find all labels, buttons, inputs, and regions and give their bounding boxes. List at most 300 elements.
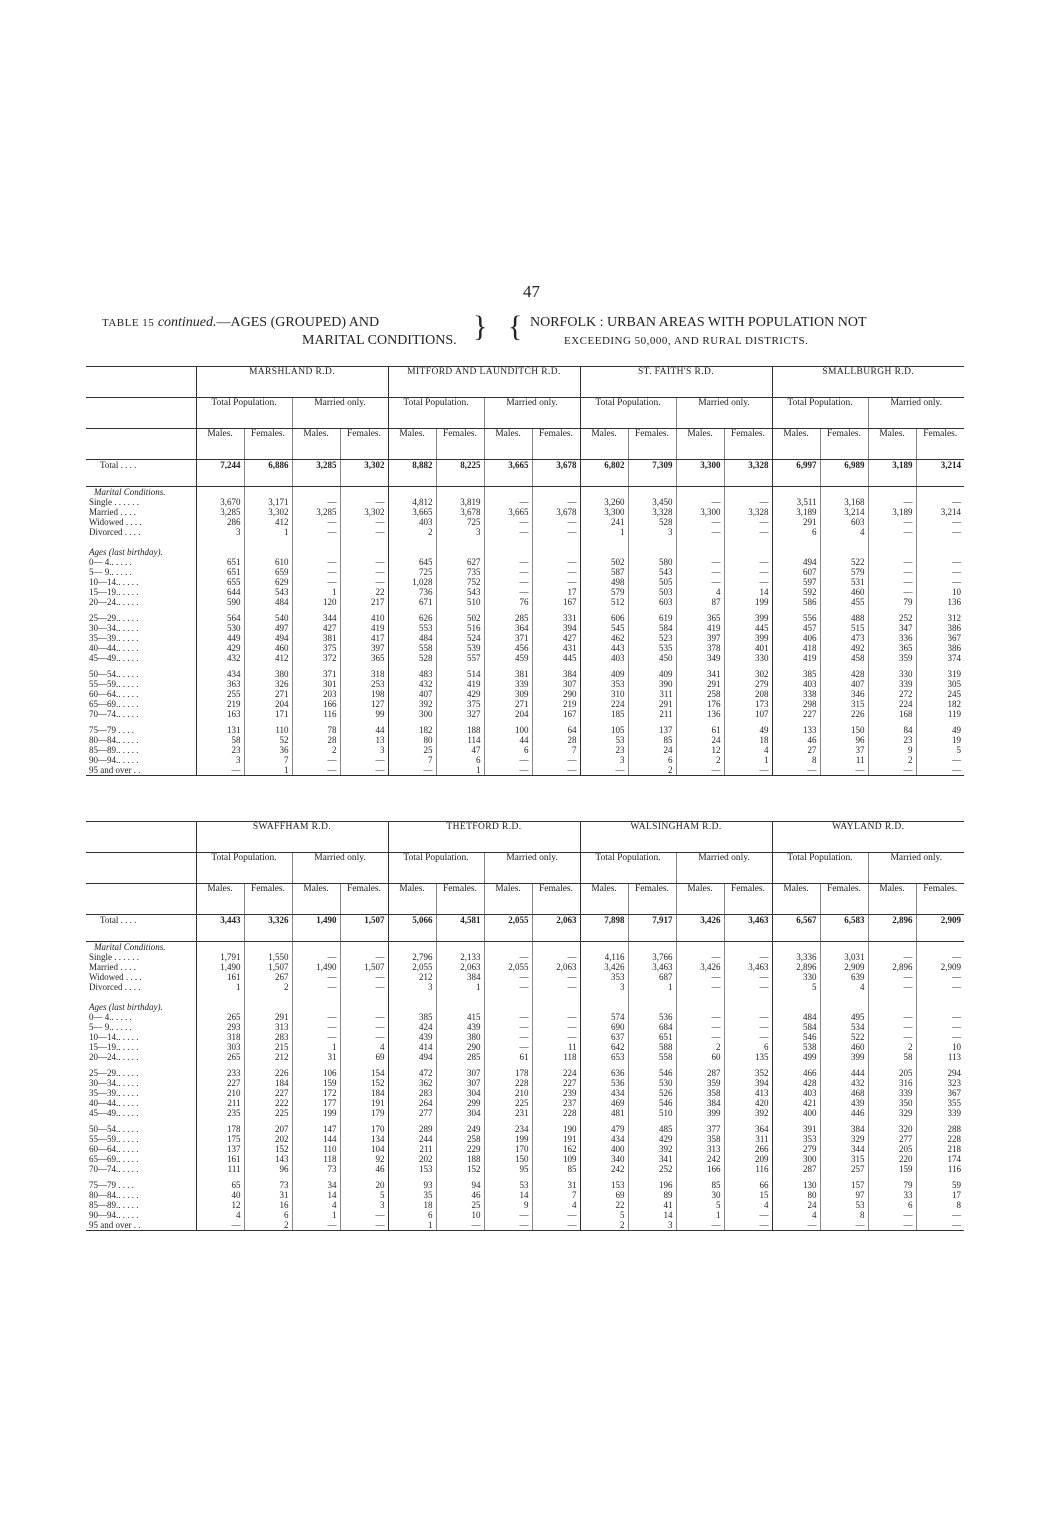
data-cell: — (724, 1220, 772, 1231)
data-cell: — (340, 1220, 388, 1231)
data-cell: 271 (484, 699, 532, 709)
data-cell: 579 (580, 587, 628, 597)
data-cell: 344 (820, 1144, 868, 1154)
data-cell: 3,300 (580, 507, 628, 517)
data-cell: — (532, 972, 580, 982)
data-cell: 191 (340, 1098, 388, 1108)
data-cell: — (292, 982, 340, 992)
data-cell: 449 (196, 633, 244, 643)
females-header: Females. (628, 429, 676, 460)
data-cell: 588 (628, 1042, 676, 1052)
data-cell: 8 (916, 1200, 964, 1210)
table-row (86, 607, 964, 623)
data-cell: 18 (388, 1200, 436, 1210)
data-cell: 152 (340, 1078, 388, 1088)
data-cell: 305 (916, 679, 964, 689)
data-cell: 329 (820, 1134, 868, 1144)
data-cell: 1 (244, 527, 292, 537)
data-cell: — (916, 765, 964, 776)
data-cell: 12 (676, 745, 724, 755)
data-cell: 152 (436, 1164, 484, 1174)
data-cell: 557 (436, 653, 484, 663)
data-cell: — (916, 527, 964, 537)
data-cell: 637 (580, 1032, 628, 1042)
data-cell: 429 (196, 643, 244, 653)
data-cell: 113 (916, 1052, 964, 1062)
data-cell: 298 (772, 699, 820, 709)
left-brace: { (508, 310, 523, 343)
data-cell: — (292, 497, 340, 507)
row-label: 80—84.. . . . . (89, 735, 139, 745)
data-cell: 531 (820, 577, 868, 587)
title-left-line2: MARITAL CONDITIONS. (302, 333, 457, 348)
table-row (86, 1052, 964, 1062)
table-row (86, 1012, 964, 1022)
data-cell: 5 (772, 982, 820, 992)
data-cell: 60 (676, 1052, 724, 1062)
data-cell: — (484, 972, 532, 982)
data-cell: 150 (820, 719, 868, 735)
data-cell: 61 (484, 1052, 532, 1062)
table-row (86, 1190, 964, 1200)
data-cell: 610 (244, 557, 292, 567)
data-cell: 1,791 (196, 952, 244, 962)
data-cell: 8 (820, 1210, 868, 1220)
data-cell: 546 (628, 1062, 676, 1078)
data-cell: — (484, 567, 532, 577)
data-cell: 344 (292, 607, 340, 623)
data-cell: 341 (628, 1154, 676, 1164)
data-cell: 116 (916, 1164, 964, 1174)
data-cell: 399 (820, 1052, 868, 1062)
data-cell: 3 (628, 527, 676, 537)
married-only-header: Married only. (868, 853, 964, 884)
row-label: 15—19.. . . . . (89, 1042, 139, 1052)
data-cell: 215 (244, 1042, 292, 1052)
data-cell: 14 (292, 1190, 340, 1200)
data-cell: 592 (772, 587, 820, 597)
data-cell: 488 (820, 607, 868, 623)
data-cell: 450 (628, 653, 676, 663)
data-cell: 27 (772, 745, 820, 755)
data-cell: 9 (484, 1200, 532, 1210)
data-cell: 427 (292, 623, 340, 633)
data-cell: 65 (196, 1174, 244, 1190)
data-cell: — (340, 517, 388, 527)
data-cell: 118 (532, 1052, 580, 1062)
data-cell: 3 (580, 755, 628, 765)
data-cell: 3,285 (196, 507, 244, 517)
data-cell: 3,285 (292, 460, 340, 487)
data-cell: 291 (244, 1012, 292, 1022)
data-cell: — (676, 577, 724, 587)
data-cell: 12 (196, 1200, 244, 1210)
data-cell: 736 (388, 587, 436, 597)
data-cell: — (724, 952, 772, 962)
data-cell: 96 (820, 735, 868, 745)
data-cell: 528 (628, 517, 676, 527)
data-cell: 24 (628, 745, 676, 755)
data-cell: 283 (388, 1088, 436, 1098)
data-cell: 7 (388, 755, 436, 765)
married-only-header: Married only. (292, 853, 388, 884)
data-cell: 403 (580, 653, 628, 663)
data-cell: 1,550 (244, 952, 292, 962)
table-row (86, 1098, 964, 1108)
data-cell: 316 (868, 1078, 916, 1088)
data-cell: 3,328 (724, 507, 772, 517)
data-cell: — (916, 982, 964, 992)
data-cell: — (868, 567, 916, 577)
row-label: 60—64.. . . . . (89, 689, 139, 699)
data-cell: — (532, 1210, 580, 1220)
data-cell: 304 (436, 1108, 484, 1118)
row-label: 70—74.. . . . . (89, 709, 139, 719)
data-cell: 494 (244, 633, 292, 643)
data-cell: 99 (340, 709, 388, 719)
data-cell: 96 (244, 1164, 292, 1174)
data-cell: 299 (436, 1098, 484, 1108)
data-cell: 371 (484, 633, 532, 643)
males-header: Males. (388, 429, 436, 460)
data-cell: 87 (676, 597, 724, 607)
data-cell: 384 (820, 1118, 868, 1134)
data-cell: 374 (916, 653, 964, 663)
data-cell: 364 (484, 623, 532, 633)
data-cell: — (292, 972, 340, 982)
data-cell: 167 (532, 709, 580, 719)
data-cell: — (292, 1022, 340, 1032)
page-number: 47 (523, 282, 540, 301)
data-cell: 358 (676, 1088, 724, 1098)
data-cell: 4,116 (580, 952, 628, 962)
data-cell: 6 (628, 755, 676, 765)
data-cell: — (292, 1012, 340, 1022)
table-row (86, 689, 964, 699)
data-cell: 419 (772, 653, 820, 663)
data-cell: 587 (580, 567, 628, 577)
data-cell: 687 (628, 972, 676, 982)
data-cell: 80 (772, 1190, 820, 1200)
data-cell: 209 (724, 1154, 772, 1164)
data-cell: — (484, 497, 532, 507)
data-cell: 2 (676, 755, 724, 765)
data-cell: 543 (628, 567, 676, 577)
data-cell: 439 (820, 1098, 868, 1108)
data-cell: 644 (196, 587, 244, 597)
data-cell: 307 (436, 1078, 484, 1088)
data-cell: 1 (388, 1220, 436, 1231)
data-cell: — (916, 517, 964, 527)
row-label: 80—84.. . . . . (89, 1190, 139, 1200)
total-population-header: Total Population. (388, 398, 484, 429)
table-row (86, 517, 964, 527)
data-cell: 3,678 (532, 460, 580, 487)
data-cell: 403 (772, 1088, 820, 1098)
data-cell: 427 (532, 633, 580, 643)
row-label: 60—64.. . . . . (89, 1144, 139, 1154)
data-cell: 311 (628, 689, 676, 699)
data-cell: — (868, 1022, 916, 1032)
data-cell: 3,189 (772, 507, 820, 517)
data-cell: 327 (436, 709, 484, 719)
data-cell: 133 (772, 719, 820, 735)
data-cell: 407 (388, 689, 436, 699)
data-cell: 252 (628, 1164, 676, 1174)
data-cell: 3,285 (292, 507, 340, 517)
data-cell: — (724, 497, 772, 507)
data-cell: 3 (196, 755, 244, 765)
data-cell: 443 (580, 643, 628, 653)
data-cell: 2 (868, 755, 916, 765)
right-brace: } (473, 310, 488, 343)
data-cell: 3,300 (676, 507, 724, 517)
data-cell: 409 (580, 663, 628, 679)
data-cell: 516 (436, 623, 484, 633)
data-cell: — (820, 1220, 868, 1231)
data-cell: 119 (916, 709, 964, 719)
data-cell: 211 (628, 709, 676, 719)
total-population-header: Total Population. (196, 398, 292, 429)
data-cell: 580 (628, 557, 676, 567)
district-header: ST. FAITH'S R.D. (580, 367, 772, 398)
data-cell: 371 (292, 663, 340, 679)
data-cell: 2 (580, 1220, 628, 1231)
data-cell: — (340, 972, 388, 982)
data-cell: 37 (820, 745, 868, 755)
stub-header (86, 822, 196, 853)
data-cell: 386 (916, 643, 964, 653)
data-cell: — (532, 1220, 580, 1231)
row-label: 50—54.. . . . . (89, 669, 139, 679)
data-cell: 294 (916, 1062, 964, 1078)
data-cell: 207 (244, 1118, 292, 1134)
data-cell: 331 (532, 607, 580, 623)
data-cell: — (484, 557, 532, 567)
data-cell: 309 (484, 689, 532, 699)
data-cell: 1 (292, 587, 340, 597)
table-upper (86, 366, 964, 776)
data-cell: — (340, 1032, 388, 1042)
data-cell: 147 (292, 1118, 340, 1134)
data-cell: 307 (532, 679, 580, 689)
row-label: 20—24.. . . . . (89, 597, 139, 607)
table-row (86, 557, 964, 567)
data-cell: 53 (484, 1174, 532, 1190)
data-cell: — (292, 1032, 340, 1042)
data-cell: 166 (676, 1164, 724, 1174)
table-row (86, 982, 964, 992)
males-header: Males. (292, 429, 340, 460)
data-cell: 540 (244, 607, 292, 623)
data-cell: 279 (724, 679, 772, 689)
data-cell: 403 (772, 679, 820, 689)
data-cell: 177 (292, 1098, 340, 1108)
data-cell: 58 (196, 735, 244, 745)
data-cell: 34 (292, 1174, 340, 1190)
data-cell: 22 (340, 587, 388, 597)
data-cell: 462 (580, 633, 628, 643)
data-cell: 584 (628, 623, 676, 633)
data-cell: 69 (340, 1052, 388, 1062)
data-cell: 198 (340, 689, 388, 699)
data-cell: 3,819 (436, 497, 484, 507)
data-cell: 3,426 (676, 915, 724, 942)
total-population-header: Total Population. (580, 853, 676, 884)
data-cell: 224 (532, 1062, 580, 1078)
data-cell: 208 (724, 689, 772, 699)
data-cell: 397 (676, 633, 724, 643)
data-cell: 6,997 (772, 460, 820, 487)
data-cell: 330 (772, 972, 820, 982)
data-cell: 4 (724, 1200, 772, 1210)
data-cell: 116 (292, 709, 340, 719)
table-row (86, 1022, 964, 1032)
data-cell: 3 (628, 1220, 676, 1231)
data-cell: 502 (580, 557, 628, 567)
data-cell: 287 (772, 1164, 820, 1174)
total-label: Total . . . . (86, 460, 196, 487)
data-cell: 228 (916, 1134, 964, 1144)
data-cell: 495 (820, 1012, 868, 1022)
data-cell: 69 (580, 1190, 628, 1200)
data-cell: 199 (724, 597, 772, 607)
total-population-header: Total Population. (772, 398, 868, 429)
data-cell: 13 (340, 735, 388, 745)
data-cell: — (868, 587, 916, 597)
data-cell: 590 (196, 597, 244, 607)
data-cell: 153 (388, 1164, 436, 1174)
data-cell: — (868, 557, 916, 567)
table-row (86, 1144, 964, 1154)
data-cell: 4 (724, 745, 772, 755)
data-cell: — (340, 1210, 388, 1220)
data-cell: 210 (196, 1088, 244, 1098)
data-cell: 484 (388, 633, 436, 643)
data-cell: 651 (628, 1032, 676, 1042)
data-cell: 59 (916, 1174, 964, 1190)
data-cell: 725 (388, 567, 436, 577)
data-cell: 522 (820, 557, 868, 567)
data-cell: 428 (772, 1078, 820, 1088)
data-cell: 415 (436, 1012, 484, 1022)
data-cell: 7,309 (628, 460, 676, 487)
data-cell: 444 (820, 1062, 868, 1078)
data-cell: 222 (244, 1098, 292, 1108)
data-cell: 378 (676, 643, 724, 653)
data-cell: 385 (388, 1012, 436, 1022)
data-cell: — (532, 755, 580, 765)
data-cell: 653 (580, 1052, 628, 1062)
females-header: Females. (340, 429, 388, 460)
district-header: WAYLAND R.D. (772, 822, 964, 853)
data-cell: 153 (580, 1174, 628, 1190)
data-cell: 114 (436, 735, 484, 745)
data-cell: 359 (676, 1078, 724, 1088)
data-cell: 182 (916, 699, 964, 709)
data-cell: 339 (916, 1108, 964, 1118)
data-cell: 4,812 (388, 497, 436, 507)
data-cell: 311 (724, 1134, 772, 1144)
data-cell: 524 (436, 633, 484, 643)
data-cell: 46 (436, 1190, 484, 1200)
data-cell: — (292, 527, 340, 537)
table-row (86, 952, 964, 962)
data-cell: 381 (484, 663, 532, 679)
data-cell: 64 (532, 719, 580, 735)
data-cell: 109 (532, 1154, 580, 1164)
data-cell: 468 (820, 1088, 868, 1098)
data-cell: 14 (628, 1210, 676, 1220)
data-cell: 574 (580, 1012, 628, 1022)
data-cell: 233 (196, 1062, 244, 1078)
data-cell: 394 (724, 1078, 772, 1088)
data-cell: 2 (868, 1042, 916, 1052)
data-cell: 457 (772, 623, 820, 633)
data-cell: 212 (244, 1052, 292, 1062)
females-header: Females. (916, 429, 964, 460)
row-label: 90—94.. . . . . (89, 1210, 139, 1220)
data-cell: 564 (196, 607, 244, 623)
table-row (86, 643, 964, 653)
data-cell: 3,214 (916, 460, 964, 487)
table-label: TABLE 15 (102, 317, 155, 329)
row-label: 40—44.. . . . . (89, 1098, 139, 1108)
data-cell: 543 (244, 587, 292, 597)
data-cell: 3,302 (244, 507, 292, 517)
data-cell: 6,583 (820, 915, 868, 942)
data-cell: 3,426 (580, 962, 628, 972)
data-cell: 178 (196, 1118, 244, 1134)
data-cell: 80 (388, 735, 436, 745)
data-cell: — (484, 755, 532, 765)
data-cell: 639 (820, 972, 868, 982)
data-cell: — (340, 527, 388, 537)
data-cell: 10 (916, 587, 964, 597)
data-cell: 6 (772, 527, 820, 537)
data-cell: 95 (484, 1164, 532, 1174)
table-row (86, 527, 964, 537)
data-cell: 2,063 (436, 962, 484, 972)
data-cell: 184 (340, 1088, 388, 1098)
data-cell: 290 (436, 1042, 484, 1052)
data-cell: 460 (820, 1042, 868, 1052)
data-cell: 367 (916, 633, 964, 643)
data-cell: 79 (868, 1174, 916, 1190)
data-cell: 365 (676, 607, 724, 623)
data-cell: 104 (340, 1144, 388, 1154)
data-cell: — (724, 567, 772, 577)
table-title-right (530, 314, 867, 350)
data-cell: 400 (772, 1108, 820, 1118)
data-cell: 1,490 (292, 962, 340, 972)
data-cell: — (292, 952, 340, 962)
data-cell: 11 (532, 1042, 580, 1052)
data-cell: 3,302 (340, 507, 388, 517)
data-cell: 642 (580, 1042, 628, 1052)
data-cell: 546 (628, 1098, 676, 1108)
row-label: 75—79 . . . . (89, 725, 134, 735)
data-cell: — (676, 497, 724, 507)
data-cell: 319 (916, 663, 964, 679)
data-cell: 3 (340, 745, 388, 755)
data-cell: 245 (916, 689, 964, 699)
females-header: Females. (436, 884, 484, 915)
data-cell: — (772, 765, 820, 776)
data-cell: 510 (628, 1108, 676, 1118)
data-cell: 136 (676, 709, 724, 719)
data-cell: 607 (772, 567, 820, 577)
